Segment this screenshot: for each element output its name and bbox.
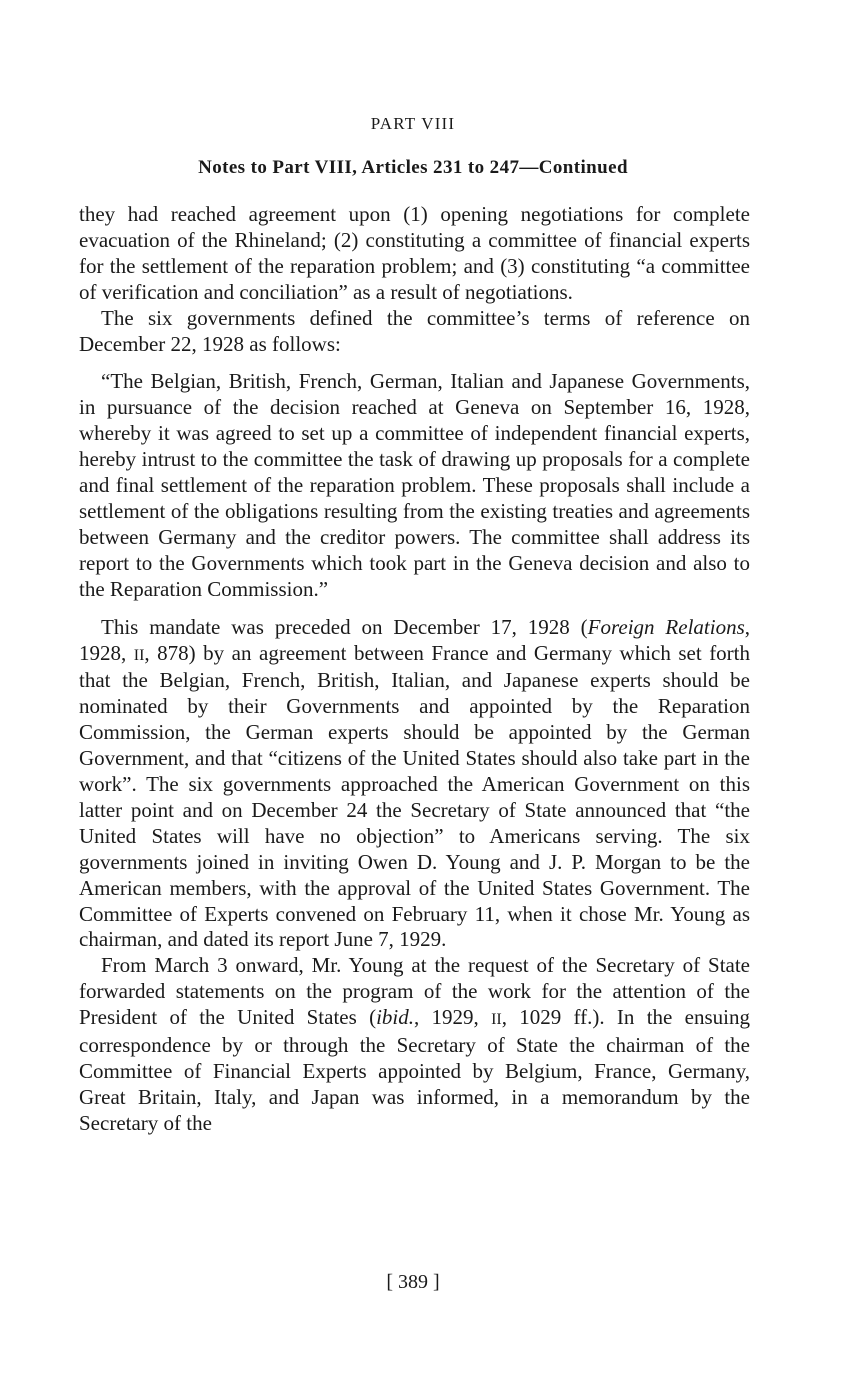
paragraph-text: , 1029 ff.). In the ensuing correspondence by or through the Secretary of State the chairman of the Committee of Financial Experts appointed by Belgium, France, Germany, Great Britain, Italy, and Japan was informed, in a memorandum by the Secretary of the xyxy=(79,1005,750,1135)
paragraph-lead: This mandate was preceded on December 17, 1928 ( xyxy=(101,614,588,639)
citation-title: Foreign Relations xyxy=(587,614,745,639)
paragraph: The six governments defined the committee’s terms of reference on December 22, 1928 as follows: xyxy=(79,305,750,356)
paragraph xyxy=(79,615,750,954)
block-quote: “The Belgian, British, French, German, Italian and Japanese Governments, in pursuance of the decision reached at Geneva on September 16, 1928, whereby it was agreed to set up a committee of independent financial experts, hereby intrust to the committee the task of drawing up proposals for a complete and final settlement of the reparation problem. These proposals shall include a settlement of the obligations resulting from the existing treaties and agreements between Germany and the creditor powers. The committee shall address its report to the Governments which took part in the Geneva decision and also to the Reparation Commission.” xyxy=(79,369,750,601)
paragraph: they had reached agreement upon (1) opening negotiations for complete evacuation of the Rhineland; (2) constituting a committee of financial experts for the settlement of the reparation problem; and (3) constituting “a committee of verification and conciliation” as a result of negotiations. xyxy=(79,202,750,304)
paragraph-lead: From March 3 onward, Mr. Young at the request of the Secretary of State forwarded statements on the program of the work for the attention of the President of the United States ( xyxy=(79,953,750,1030)
citation-volume: II xyxy=(133,646,145,664)
citation-year: , 1928, xyxy=(79,614,751,665)
body-text xyxy=(79,202,750,1137)
paragraph xyxy=(79,953,750,1136)
citation-title: ibid. xyxy=(376,1005,414,1030)
running-head: PART VIII xyxy=(370,114,456,133)
section-heading: Notes to Part VIII, Articles 231 to 247—Continued xyxy=(198,157,628,178)
citation-year: , 1929, xyxy=(413,1005,492,1030)
paragraph-text: , 878) by an agreement between France and Germany which set forth that the Belgian, French, British, Italian, and Japanese experts should be nominated by their Governments and appointed by the Reparation Commission, the German experts should be appointed by the German Government, and that “citizens of the United States should also take part in the work”. The six governments approached the American Government on this latter point and on December 24 the Secretary of State announced that “the United States will have no objection” to Americans serving. The six governments joined in inviting Owen D. Young and J. P. Morgan to be the American members, with the approval of the United States Government. The Committee of Experts convened on February 11, when it chose Mr. Young as chairman, and dated its report June 7, 1929. xyxy=(79,640,751,952)
citation-volume: II xyxy=(491,1011,502,1029)
page-number: [ 389 ] xyxy=(386,1271,440,1293)
